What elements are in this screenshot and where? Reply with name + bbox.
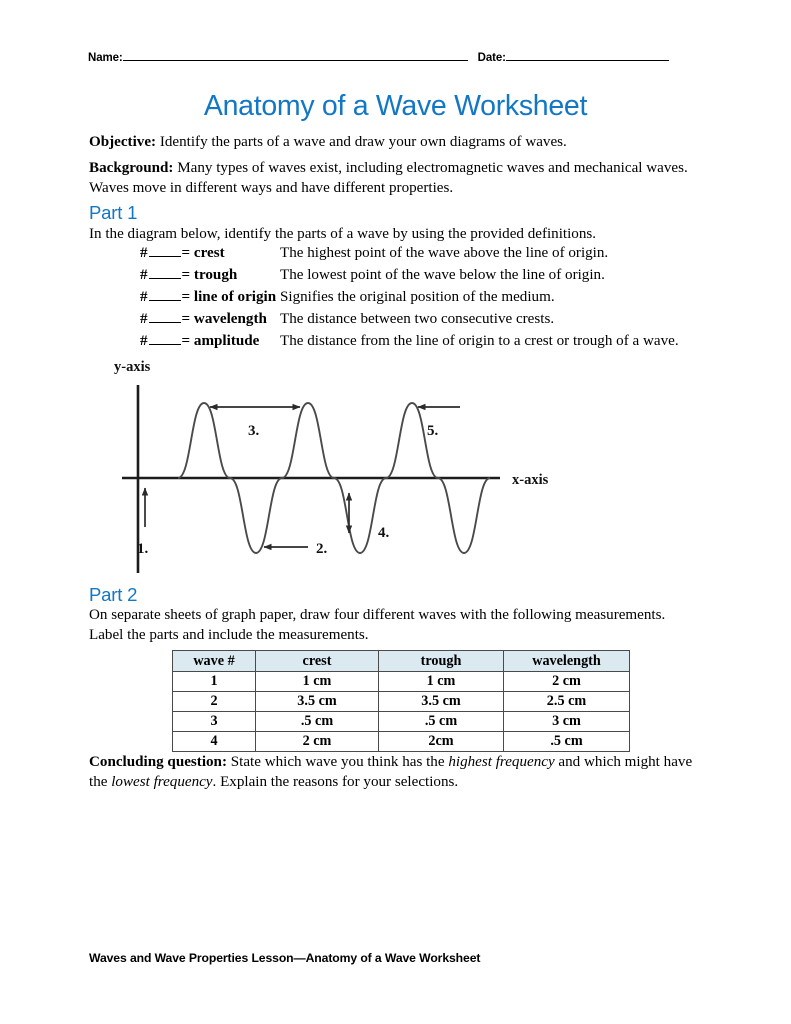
- name-blank[interactable]: [123, 50, 468, 61]
- table-row: [173, 732, 630, 752]
- concluding-text-2: and which might have the: [89, 754, 693, 790]
- column-header-crest: crest: [256, 651, 379, 672]
- name-date-line: [88, 50, 700, 64]
- cell-wave-number: 3: [173, 712, 256, 732]
- column-header-trough: trough: [379, 651, 504, 672]
- answer-blank[interactable]: [149, 245, 181, 257]
- concluding-text-1: State which wave you think has the: [226, 754, 449, 770]
- definition-row: [140, 289, 700, 311]
- cell-wavelength: 2 cm: [504, 672, 630, 692]
- column-header-wavelength: wavelength: [504, 651, 630, 672]
- definition-description: Signifies the original position of the medium.: [280, 289, 555, 305]
- callout-1-label: 1.: [137, 541, 149, 557]
- cell-crest: .5 cm: [256, 712, 379, 732]
- definition-row: [140, 333, 700, 355]
- table-row: [173, 692, 630, 712]
- background-text: Many types of waves exist, including electromagnetic waves and mechanical waves. Waves move in different ways and have different properties.: [89, 160, 688, 196]
- answer-blank[interactable]: [149, 311, 181, 323]
- concluding-question: [89, 753, 697, 792]
- definition-term: [140, 333, 280, 350]
- part1-intro: In the diagram below, identify the parts of a wave by using the provided definitions.: [89, 226, 597, 242]
- hash-prefix: #: [140, 289, 148, 305]
- definition-term: [140, 245, 280, 262]
- cell-wavelength: .5 cm: [504, 732, 630, 752]
- background-paragraph: [89, 159, 697, 198]
- definition-name: = amplitude: [181, 333, 260, 349]
- definition-description: The distance from the line of origin to a crest or trough of a wave.: [280, 333, 679, 349]
- definition-name: = wavelength: [181, 311, 267, 327]
- page-title: Anatomy of a Wave Worksheet: [203, 90, 588, 122]
- definition-row: [140, 311, 700, 333]
- cell-crest: 3.5 cm: [256, 692, 379, 712]
- cell-wave-number: 2: [173, 692, 256, 712]
- cell-crest: 1 cm: [256, 672, 379, 692]
- concluding-text-3: . Explain the reasons for your selections.: [212, 773, 459, 790]
- definition-list: [140, 245, 700, 355]
- cell-trough: 2cm: [379, 732, 504, 752]
- hash-prefix: #: [140, 267, 148, 283]
- callout-5-label: 5.: [427, 423, 439, 439]
- date-blank[interactable]: [506, 50, 669, 61]
- definition-description: The distance between two consecutive crests.: [280, 311, 555, 327]
- definition-name: = line of origin: [181, 289, 277, 305]
- cell-crest: 2 cm: [256, 732, 379, 752]
- concluding-italic-2: lowest frequency: [111, 773, 213, 790]
- cell-wave-number: 1: [173, 672, 256, 692]
- hash-prefix: #: [140, 311, 148, 327]
- objective-label: Objective:: [89, 134, 157, 150]
- answer-blank[interactable]: [149, 289, 181, 301]
- cell-wave-number: 4: [173, 732, 256, 752]
- part1-heading: Part 1: [89, 202, 138, 223]
- hash-prefix: #: [140, 333, 148, 349]
- cell-trough: 1 cm: [379, 672, 504, 692]
- cell-trough: 3.5 cm: [379, 692, 504, 712]
- objective-text: Identify the parts of a wave and draw your own diagrams of waves.: [156, 134, 567, 150]
- answer-blank[interactable]: [149, 267, 181, 279]
- background-label: Background:: [89, 160, 174, 176]
- callout-4-label: 4.: [378, 525, 390, 541]
- table-header-row: [173, 651, 630, 672]
- definition-name: = crest: [181, 245, 225, 261]
- cell-trough: .5 cm: [379, 712, 504, 732]
- date-label: Date:: [477, 52, 506, 64]
- wave-diagram: [100, 355, 680, 575]
- page-footer: Waves and Wave Properties Lesson—Anatomy of a Wave Worksheet: [89, 951, 481, 965]
- part2-heading: Part 2: [89, 584, 138, 605]
- cell-wavelength: 2.5 cm: [504, 692, 630, 712]
- answer-blank[interactable]: [149, 333, 181, 345]
- column-header-wave: wave #: [173, 651, 256, 672]
- objective-paragraph: [89, 133, 697, 153]
- callout-2-label: 2.: [316, 541, 328, 557]
- wave-measurements-table: [172, 650, 630, 752]
- name-label: Name:: [88, 52, 123, 64]
- callout-3-label: 3.: [248, 423, 260, 439]
- definition-description: The lowest point of the wave below the line of origin.: [280, 267, 605, 283]
- concluding-italic-1: highest frequency: [448, 754, 555, 770]
- definition-row: [140, 267, 700, 289]
- definition-name: = trough: [181, 267, 238, 283]
- y-axis-label: y-axis: [114, 359, 151, 375]
- concluding-label: Concluding question:: [89, 754, 227, 770]
- definition-description: The highest point of the wave above the line of origin.: [280, 245, 609, 261]
- definition-term: [140, 267, 280, 284]
- definition-row: [140, 245, 700, 267]
- table-row: [173, 712, 630, 732]
- definition-term: [140, 311, 280, 328]
- part2-intro: On separate sheets of graph paper, draw four different waves with the following measurements. Label the parts and include the measurements.: [89, 607, 666, 643]
- x-axis-label: x-axis: [512, 472, 549, 488]
- definition-term: [140, 289, 280, 306]
- cell-wavelength: 3 cm: [504, 712, 630, 732]
- hash-prefix: #: [140, 245, 148, 261]
- table-row: [173, 672, 630, 692]
